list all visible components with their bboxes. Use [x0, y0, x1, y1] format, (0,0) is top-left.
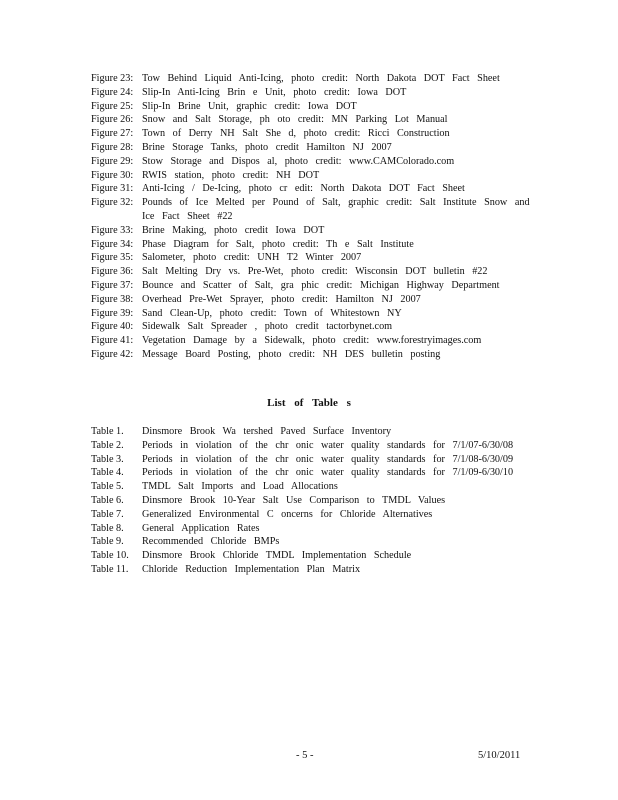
list-item	[91, 113, 561, 127]
list-item	[91, 127, 561, 141]
figure-label: Figure 24:	[91, 86, 134, 98]
list-item	[91, 522, 561, 536]
page-number: - 5 -	[296, 750, 314, 761]
figure-label: Figure 42:	[91, 348, 134, 360]
figure-label: Figure 35:	[91, 252, 134, 264]
table-caption: Periods in violation of the chr onic water quality standards for 7/1/07-6/30/08	[142, 439, 514, 451]
table-caption: Dinsmore Brook 10-Year Salt Use Comparison to TMDL Values	[142, 494, 446, 506]
figure-label: Figure 36:	[91, 266, 134, 278]
list-item	[91, 182, 561, 196]
figure-caption: Sand Clean-Up, photo credit: Town of Whitestown NY	[142, 307, 402, 319]
figure-label: Figure 33:	[91, 224, 134, 236]
figure-label: Figure 25:	[91, 100, 134, 112]
table-label: Table 4.	[91, 467, 124, 479]
table-label: Table 10.	[91, 550, 129, 562]
table-label: Table 3.	[91, 453, 124, 465]
list-item	[91, 439, 561, 453]
figure-label: Figure 37:	[91, 279, 134, 291]
figure-caption: Pounds of Ice Melted per Pound of Salt, graphic credit: Salt Institute Snow and Ice Fact Sheet #22	[142, 197, 530, 222]
figure-label: Figure 32:	[91, 197, 134, 209]
list-item	[91, 251, 561, 265]
figure-caption: Bounce and Scatter of Salt, gra phic credit: Michigan Highway Department	[142, 279, 500, 291]
list-item	[91, 307, 561, 321]
figure-caption: Phase Diagram for Salt, photo credit: Th e Salt Institute	[142, 238, 414, 250]
table-label: Table 9.	[91, 536, 124, 548]
figure-label: Figure 39:	[91, 307, 134, 319]
figure-label: Figure 30:	[91, 169, 134, 181]
figure-caption: Town of Derry NH Salt She d, photo credit: Ricci Construction	[142, 128, 450, 140]
list-item	[91, 224, 561, 238]
list-item	[91, 563, 561, 577]
figure-label: Figure 27:	[91, 128, 134, 140]
list-item	[91, 453, 561, 467]
table-caption: Periods in violation of the chr onic water quality standards for 7/1/09-6/30/10	[142, 467, 514, 479]
list-item	[91, 155, 561, 169]
figure-caption: Tow Behind Liquid Anti-Icing, photo credit: North Dakota DOT Fact Sheet	[142, 73, 500, 84]
list-item	[91, 293, 561, 307]
table-label: Table 11.	[91, 563, 129, 575]
list-item	[91, 279, 561, 293]
list-item	[91, 238, 561, 252]
table-label: Table 1.	[91, 426, 124, 437]
list-item	[91, 100, 561, 114]
figure-caption: RWIS station, photo credit: NH DOT	[142, 169, 320, 181]
figure-caption: Slip-In Brine Unit, graphic credit: Iowa DOT	[142, 100, 357, 112]
footer-date: 5/10/2011	[478, 750, 521, 761]
figure-label: Figure 34:	[91, 238, 134, 250]
figure-caption: Overhead Pre-Wet Sprayer, photo credit: Hamilton NJ 2007	[142, 293, 421, 305]
figure-label: Figure 23:	[91, 73, 134, 84]
list-item	[91, 535, 561, 549]
table-label: Table 7.	[91, 508, 124, 520]
table-label: Table 8.	[91, 522, 124, 534]
figure-label: Figure 29:	[91, 155, 134, 167]
table-caption: Dinsmore Brook Wa tershed Paved Surface Inventory	[142, 426, 392, 437]
figure-caption: Vegetation Damage by a Sidewalk, photo credit: www.forestryimages.com	[142, 335, 482, 347]
table-caption: General Application Rates	[142, 522, 260, 534]
figure-label: Figure 40:	[91, 321, 134, 333]
figure-caption: Anti-Icing / De-Icing, photo cr edit: North Dakota DOT Fact Sheet	[142, 183, 465, 195]
list-item	[91, 265, 561, 279]
list-item	[91, 466, 561, 480]
table-label: Table 2.	[91, 439, 124, 451]
table-caption: Recommended Chloride BMPs	[142, 536, 280, 548]
figure-caption: Snow and Salt Storage, ph oto credit: MN Parking Lot Manual	[142, 114, 448, 126]
list-item	[91, 549, 561, 563]
figure-caption: Salt Melting Dry vs. Pre-Wet, photo credit: Wisconsin DOT bulletin #22	[142, 266, 488, 278]
figure-label: Figure 38:	[91, 293, 134, 305]
list-item	[91, 425, 561, 439]
list-item	[91, 141, 561, 155]
list-of-tables	[91, 425, 561, 577]
figure-caption: Brine Making, photo credit Iowa DOT	[142, 224, 325, 236]
list-item	[91, 86, 561, 100]
figure-caption: Message Board Posting, photo credit: NH DES bulletin posting	[142, 348, 441, 360]
table-caption: Periods in violation of the chr onic water quality standards for 7/1/08-6/30/09	[142, 453, 514, 465]
figure-label: Figure 26:	[91, 114, 134, 126]
figure-caption: Salometer, photo credit: UNH T2 Winter 2007	[142, 252, 362, 264]
table-label: Table 5.	[91, 481, 124, 493]
list-item	[91, 169, 561, 183]
table-caption: Generalized Environmental C oncerns for Chloride Alternatives	[142, 508, 433, 520]
figure-label: Figure 41:	[91, 335, 134, 347]
list-item	[91, 196, 561, 224]
figure-label: Figure 28:	[91, 141, 134, 153]
figure-caption: Stow Storage and Dispos al, photo credit: www.CAMColorado.com	[142, 155, 455, 167]
list-item	[91, 72, 561, 86]
list-item	[91, 320, 561, 334]
table-label: Table 6.	[91, 494, 124, 506]
list-item	[91, 480, 561, 494]
list-item	[91, 494, 561, 508]
figure-caption: Sidewalk Salt Spreader , photo credit tactorbynet.com	[142, 321, 393, 333]
figure-label: Figure 31:	[91, 183, 134, 195]
figure-caption: Slip-In Anti-Icing Brin e Unit, photo credit: Iowa DOT	[142, 86, 407, 98]
list-of-tables-heading: List of Table s	[267, 397, 351, 409]
list-of-figures	[91, 72, 561, 362]
table-caption: Chloride Reduction Implementation Plan Matrix	[142, 563, 361, 575]
table-caption: Dinsmore Brook Chloride TMDL Implementation Schedule	[142, 550, 412, 562]
list-item	[91, 508, 561, 522]
list-item	[91, 334, 561, 348]
list-item	[91, 348, 561, 362]
figure-caption: Brine Storage Tanks, photo credit Hamilton NJ 2007	[142, 141, 392, 153]
table-caption: TMDL Salt Imports and Load Allocations	[142, 481, 338, 493]
